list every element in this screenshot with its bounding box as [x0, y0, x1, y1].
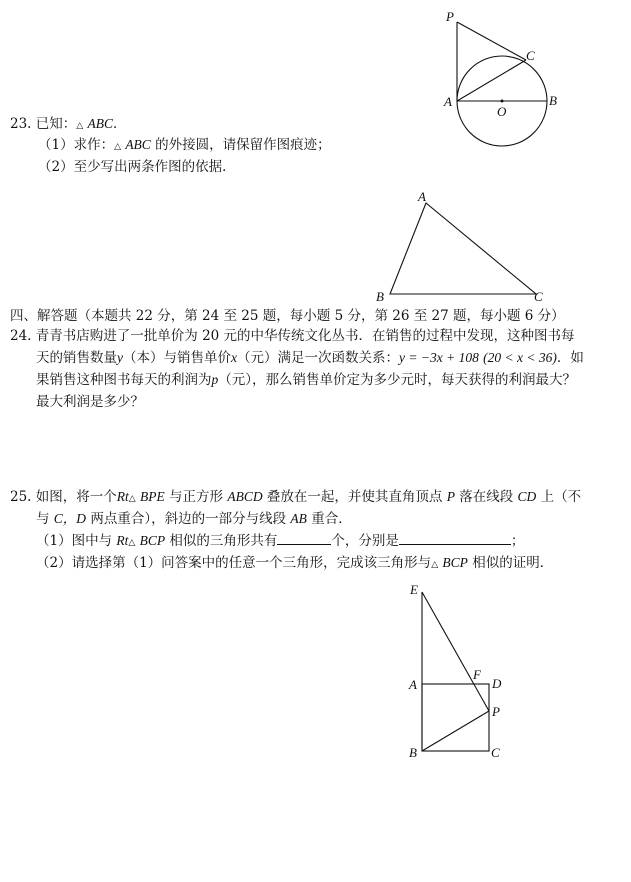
q24-l2-y: y	[117, 350, 123, 365]
q24-number: 24.	[10, 328, 32, 344]
sq-label-p: P	[492, 704, 500, 719]
q25-l1-c: 叠放在一起，并使其直角顶点	[266, 489, 443, 505]
q25-l1-abcd: ABCD	[227, 489, 263, 504]
label-c: C	[526, 48, 535, 63]
q24-l3-a: 果销售这种图书每天的利润为	[36, 372, 212, 388]
segment-ac	[457, 60, 526, 101]
q25-line2	[36, 507, 352, 527]
q25-l1-cd: CD	[517, 489, 537, 504]
label-p: P	[446, 9, 454, 24]
q23-part2	[38, 155, 236, 175]
q23-p2-text: （2）至少写出两条作图的依据．	[38, 159, 236, 175]
q25-l1-b: 与正方形	[169, 489, 224, 505]
q25-line1	[10, 485, 581, 505]
q23-p1-post: 的外接圆，请保留作图痕迹；	[155, 137, 331, 153]
answer-blank-count[interactable]	[277, 532, 331, 545]
q25-l1-a: 如图，将一个	[35, 489, 117, 505]
q24-line3	[36, 368, 576, 388]
q25-l1-e: 上（不	[540, 489, 582, 505]
q23-stem-var: ABC	[87, 116, 113, 131]
triangle-abc	[390, 203, 536, 294]
sq-label-e: E	[410, 582, 418, 597]
sq-label-c: C	[491, 745, 500, 760]
triangle-symbol: △	[76, 121, 84, 131]
q23-number: 23.	[10, 116, 32, 132]
section-4-heading	[10, 304, 565, 324]
q25-l1-d: 落在线段	[459, 489, 514, 505]
triangle-symbol: △	[128, 494, 136, 504]
q25-l2-b: 两点重合），斜边的一部分与线段	[90, 511, 287, 527]
q25-part2	[36, 551, 553, 571]
tri-label-c: C	[534, 289, 543, 304]
sq-label-a: A	[409, 677, 417, 692]
q23-stem-post: ．	[113, 116, 127, 132]
sq-label-f: F	[473, 667, 481, 682]
triangle-symbol: △	[128, 538, 136, 548]
q25-p1-rt: Rt	[116, 533, 129, 548]
sq-label-d: D	[492, 676, 502, 691]
q25-l2-ab: AB	[290, 511, 307, 526]
q23-stem-pre: 已知：	[35, 116, 77, 132]
tri-label-b: B	[376, 289, 384, 304]
q24-l2-a: 天的销售数量	[36, 350, 117, 366]
label-a: A	[444, 94, 452, 109]
q25-l1-bpe: BPE	[140, 489, 165, 504]
q24-line1-text: 青青书店购进了一批单价为 20 元的中华传统文化丛书．在销售的过程中发现，这种图书每	[35, 328, 575, 344]
q24-formula: y = −3x + 108	[399, 350, 479, 365]
point-o	[501, 100, 504, 103]
q24-l4: 最大利润是多少？	[36, 394, 144, 410]
q25-l2-a: 与	[36, 511, 50, 527]
q25-p1-bcp: BCP	[139, 533, 166, 548]
q24-line4	[36, 390, 144, 410]
segment-pc	[457, 22, 526, 60]
q25-p1-c: 个，分别是	[331, 533, 399, 549]
section-4-text: 四、解答题（本题共 22 分，第 24 至 25 题，每小题 5 分，第 26 至 27 题，每小题 6 分）	[10, 308, 565, 324]
q25-l2-cd: C，D	[53, 511, 87, 526]
q23-stem	[10, 112, 127, 132]
q25-p2-b: 相似的证明．	[472, 555, 554, 571]
triangle-symbol: △	[431, 560, 439, 570]
segment-bp	[422, 711, 489, 751]
q25-p1-a: （1）图中与	[36, 533, 113, 549]
q24-line2	[36, 346, 584, 366]
q25-p1-b: 相似的三角形共有	[169, 533, 278, 549]
tri-label-a: A	[418, 189, 426, 204]
q24-domain: (20 < x < 36)	[483, 350, 557, 365]
q25-part1	[36, 529, 524, 549]
q25-l1-rt: Rt	[116, 489, 129, 504]
q25-l1-p: P	[446, 489, 455, 504]
q25-p2-bcp: BCP	[442, 555, 468, 570]
q24-l2-d: ．如	[556, 350, 584, 366]
q24-l2-b: （本）与销售单价	[123, 350, 231, 366]
q25-p2-a: （2）请选择第（1）问答案中的任意一个三角形，完成该三角形与	[36, 555, 432, 571]
q24-l2-x: x	[231, 350, 237, 365]
q23-part1	[38, 133, 331, 153]
sq-label-b: B	[409, 745, 417, 760]
q25-p1-d: ；	[510, 533, 525, 549]
q24-l2-c: （元）满足一次函数关系：	[237, 350, 399, 366]
q25-l2-c: 重合．	[311, 511, 352, 527]
answer-blank-triangles[interactable]	[399, 532, 511, 545]
q24-l3-b: （元），那么销售单价定为多少元时，每天获得的利润最大？	[218, 372, 576, 388]
q23-p1-pre: （1）求作：	[38, 137, 115, 153]
triangle-symbol: △	[114, 142, 122, 152]
label-o: O	[497, 104, 507, 119]
segment-ep	[422, 592, 489, 711]
label-b: B	[549, 93, 557, 108]
q25-number: 25.	[10, 489, 32, 505]
q24-line1	[10, 324, 575, 344]
q24-l3-p: p	[211, 372, 219, 387]
q23-p1-var: ABC	[125, 137, 151, 152]
